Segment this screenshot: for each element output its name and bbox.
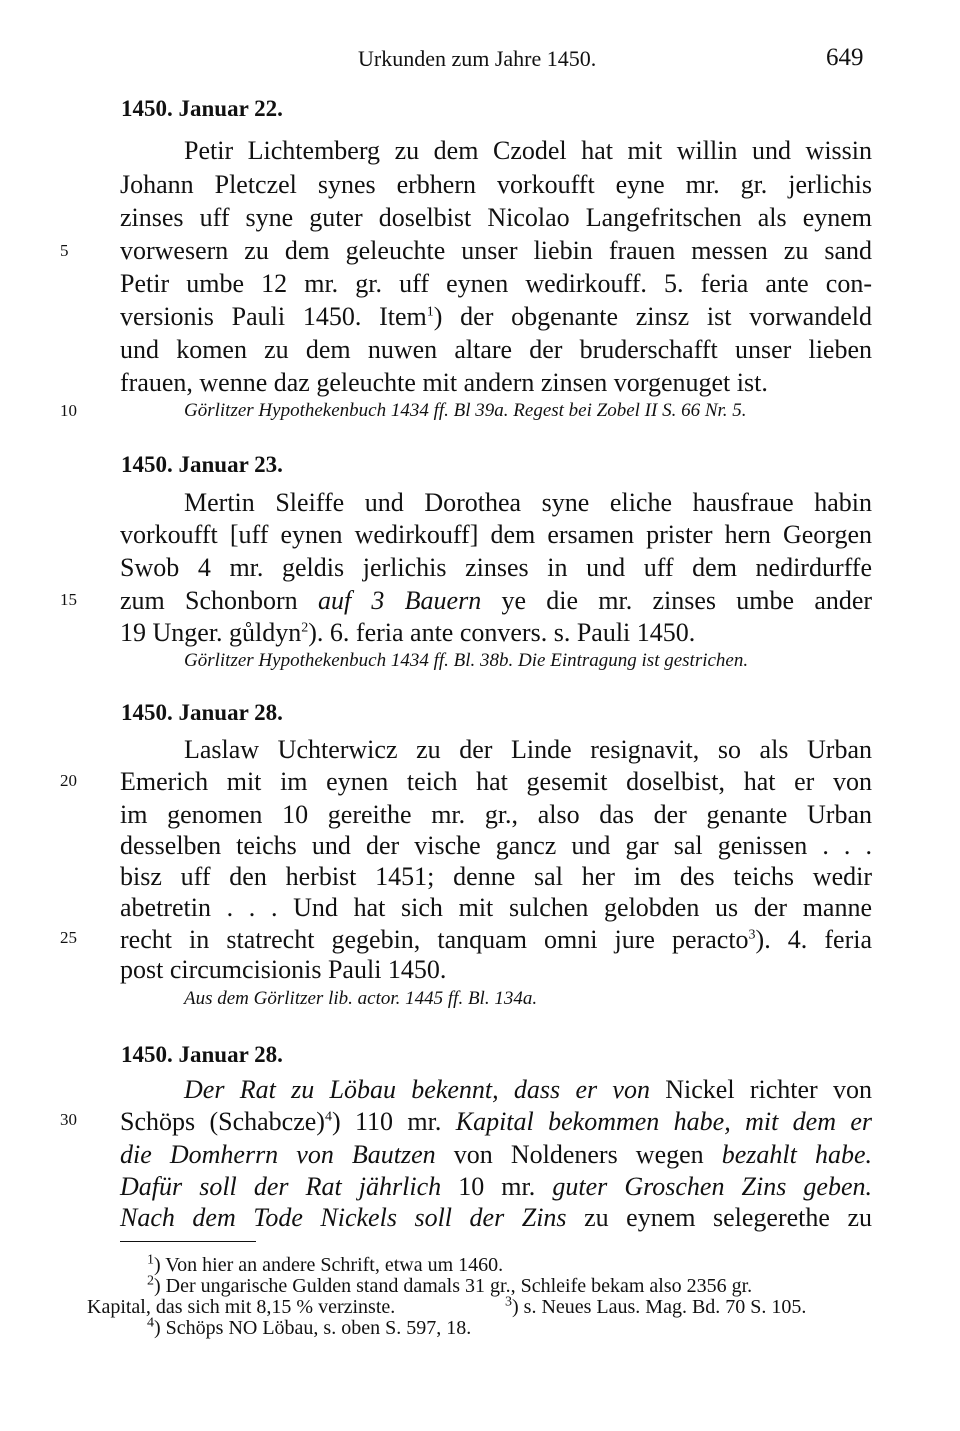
entry-text-line xyxy=(120,1107,872,1137)
entry-text-line: bisz uff den herbist 1451; denne sal her im des teichs wedir xyxy=(120,862,872,891)
text-segment: zum Schonborn xyxy=(120,586,298,615)
text-segment: ) der obgenante zinsz ist vorwandeld xyxy=(433,302,872,331)
footnote-text: ) Der ungarische Gulden stand damals 31 gr., Schleife bekam also 2356 gr. xyxy=(154,1275,753,1297)
footnote xyxy=(147,1275,752,1298)
entry-text-line: abetretin . . . Und hat sich mit sulchen gelobden us der manne xyxy=(120,893,872,922)
entry-text-line: frauen, wenne daz geleuchte mit andern zinsen vorgenuget ist. xyxy=(120,368,768,397)
footnote-mark: 2 xyxy=(147,1273,154,1289)
entry-text-line xyxy=(120,1203,872,1233)
footnote-mark: 1 xyxy=(147,1252,154,1268)
source-reference: Görlitzer Hypothekenbuch 1434 ff. Bl 39a. Regest bei Zobel II S. 66 Nr. 5. xyxy=(184,400,747,421)
text-segment: ) 110 mr. xyxy=(331,1107,442,1136)
text-segment: zu eynem selegerethe zu xyxy=(584,1203,872,1232)
entry-text-line xyxy=(120,1172,872,1202)
footnote-text: ) s. Neues Laus. Mag. Bd. 70 S. 105. xyxy=(512,1296,807,1318)
text-segment-italic: Nach dem Tode Nickels soll der Zins xyxy=(120,1203,567,1232)
text-segment-italic: bezahlt habe. xyxy=(721,1140,873,1169)
footnote-ref[interactable]: 2 xyxy=(301,620,309,636)
entry-text-line: Emerich mit im eynen teich hat gesemit doselbist, hat er von xyxy=(120,767,872,796)
line-number: 10 xyxy=(60,401,77,420)
text-segment-italic: die Domherrn von Bautzen xyxy=(120,1140,436,1169)
footnote-text: Kapital, das sich mit 8,15 % verzinste. xyxy=(87,1296,396,1318)
entry-text-line: Petir umbe 12 mr. gr. uff eynen wedirkouff. 5. feria ante con- xyxy=(120,269,872,298)
entry-text-line: Mertin Sleiffe und Dorothea syne eliche hausfraue habin xyxy=(184,488,872,517)
footnote xyxy=(147,1254,503,1277)
line-number: 30 xyxy=(60,1110,77,1129)
text-segment-italic: auf 3 Bauern xyxy=(317,586,482,615)
footnote-mark: 4 xyxy=(147,1315,154,1331)
footnote xyxy=(505,1296,806,1319)
footnote-ref[interactable]: 3 xyxy=(748,927,756,943)
entry-text-line: Petir Lichtemberg zu dem Czodel hat mit willin und wissin xyxy=(184,136,872,165)
entry-date: 1450. Januar 28. xyxy=(121,700,283,725)
entry-text-line xyxy=(120,1140,872,1170)
entry-text-line: vorwesern zu dem geleuchte unser liebin frauen messen zu sand xyxy=(120,236,872,265)
footnote-mark: 3 xyxy=(505,1294,512,1310)
text-segment-italic: Dafür soll der Rat jährlich xyxy=(120,1172,442,1201)
text-segment: von Noldeners wegen xyxy=(453,1140,704,1169)
entry-text-line: im genomen 10 gereithe mr. gr., also das der genante Urban xyxy=(120,800,872,829)
text-segment: ). 4. feria xyxy=(755,925,872,954)
text-segment: ). 6. feria ante convers. s. Pauli 1450. xyxy=(308,618,696,647)
source-reference: Aus dem Görlitzer lib. actor. 1445 ff. Bl. 134a. xyxy=(184,988,538,1009)
text-segment: Nickel richter von xyxy=(665,1075,872,1104)
line-number: 5 xyxy=(60,241,69,260)
entry-text-line xyxy=(120,618,695,648)
entry-text-line xyxy=(184,1075,872,1105)
entry-text-line: Johann Pletczel synes erbhern vorkoufft eyne mr. gr. jerlichis xyxy=(120,170,872,199)
entry-date: 1450. Januar 22. xyxy=(121,96,283,121)
footnote xyxy=(147,1317,471,1340)
footnote-ref[interactable]: 1 xyxy=(426,304,434,320)
entry-text-line xyxy=(120,925,872,955)
line-number: 15 xyxy=(60,590,77,609)
entry-text-line: vorkoufft [uff eynen wedirkouff] dem ersamen prister hern Georgen xyxy=(120,520,872,549)
footnote-ref[interactable]: 4 xyxy=(324,1109,332,1125)
text-segment: recht in statrecht gegebin, tanquam omni jure peracto xyxy=(120,925,749,954)
text-segment-italic: guter Groschen Zins geben. xyxy=(552,1172,873,1201)
entry-text-line xyxy=(120,586,872,616)
entry-date: 1450. Januar 28. xyxy=(121,1042,283,1067)
footnote-continuation xyxy=(87,1296,395,1319)
text-segment: versionis Pauli 1450. Item xyxy=(120,302,427,331)
entry-text-line: Laslaw Uchterwicz zu der Linde resignavit, so als Urban xyxy=(184,735,872,764)
entry-date: 1450. Januar 23. xyxy=(121,452,283,477)
entry-text-line: post circumcisionis Pauli 1450. xyxy=(120,955,447,984)
line-number: 20 xyxy=(60,771,77,790)
text-segment: Schöps (Schabcze) xyxy=(120,1107,325,1136)
entry-text-line: zinses uff syne guter doselbist Nicolao Langefritschen als eynem xyxy=(120,203,872,232)
entry-text-line: und komen zu dem nuwen altare der bruderschafft unser lieben xyxy=(120,335,872,364)
text-segment-italic: Kapital bekommen habe, mit dem er xyxy=(455,1107,872,1136)
line-number: 25 xyxy=(60,928,77,947)
text-segment: ye die mr. zinses umbe ander xyxy=(501,586,873,615)
footnote-divider xyxy=(120,1241,256,1242)
footnote-text: ) Schöps NO Löbau, s. oben S. 597, 18. xyxy=(154,1317,472,1339)
footnote-text: ) Von hier an andere Schrift, etwa um 1460. xyxy=(154,1254,504,1276)
text-segment: 19 Unger. gůldyn xyxy=(120,618,302,647)
entry-text-line: Swob 4 mr. geldis jerlichis zinses in und uff dem nedirdurffe xyxy=(120,553,872,582)
text-segment-italic: Der Rat zu Löbau bekennt, dass er von xyxy=(184,1075,650,1104)
source-reference: Görlitzer Hypothekenbuch 1434 ff. Bl. 38b. Die Eintragung ist gestrichen. xyxy=(184,650,749,671)
text-segment: 10 mr. xyxy=(458,1172,536,1201)
page-number: 649 xyxy=(826,44,864,71)
entry-text-line xyxy=(120,302,872,332)
running-title: Urkunden zum Jahre 1450. xyxy=(358,46,597,71)
entry-text-line: desselben teichs und der vische gancz und gar sal genissen . . . xyxy=(120,831,872,860)
